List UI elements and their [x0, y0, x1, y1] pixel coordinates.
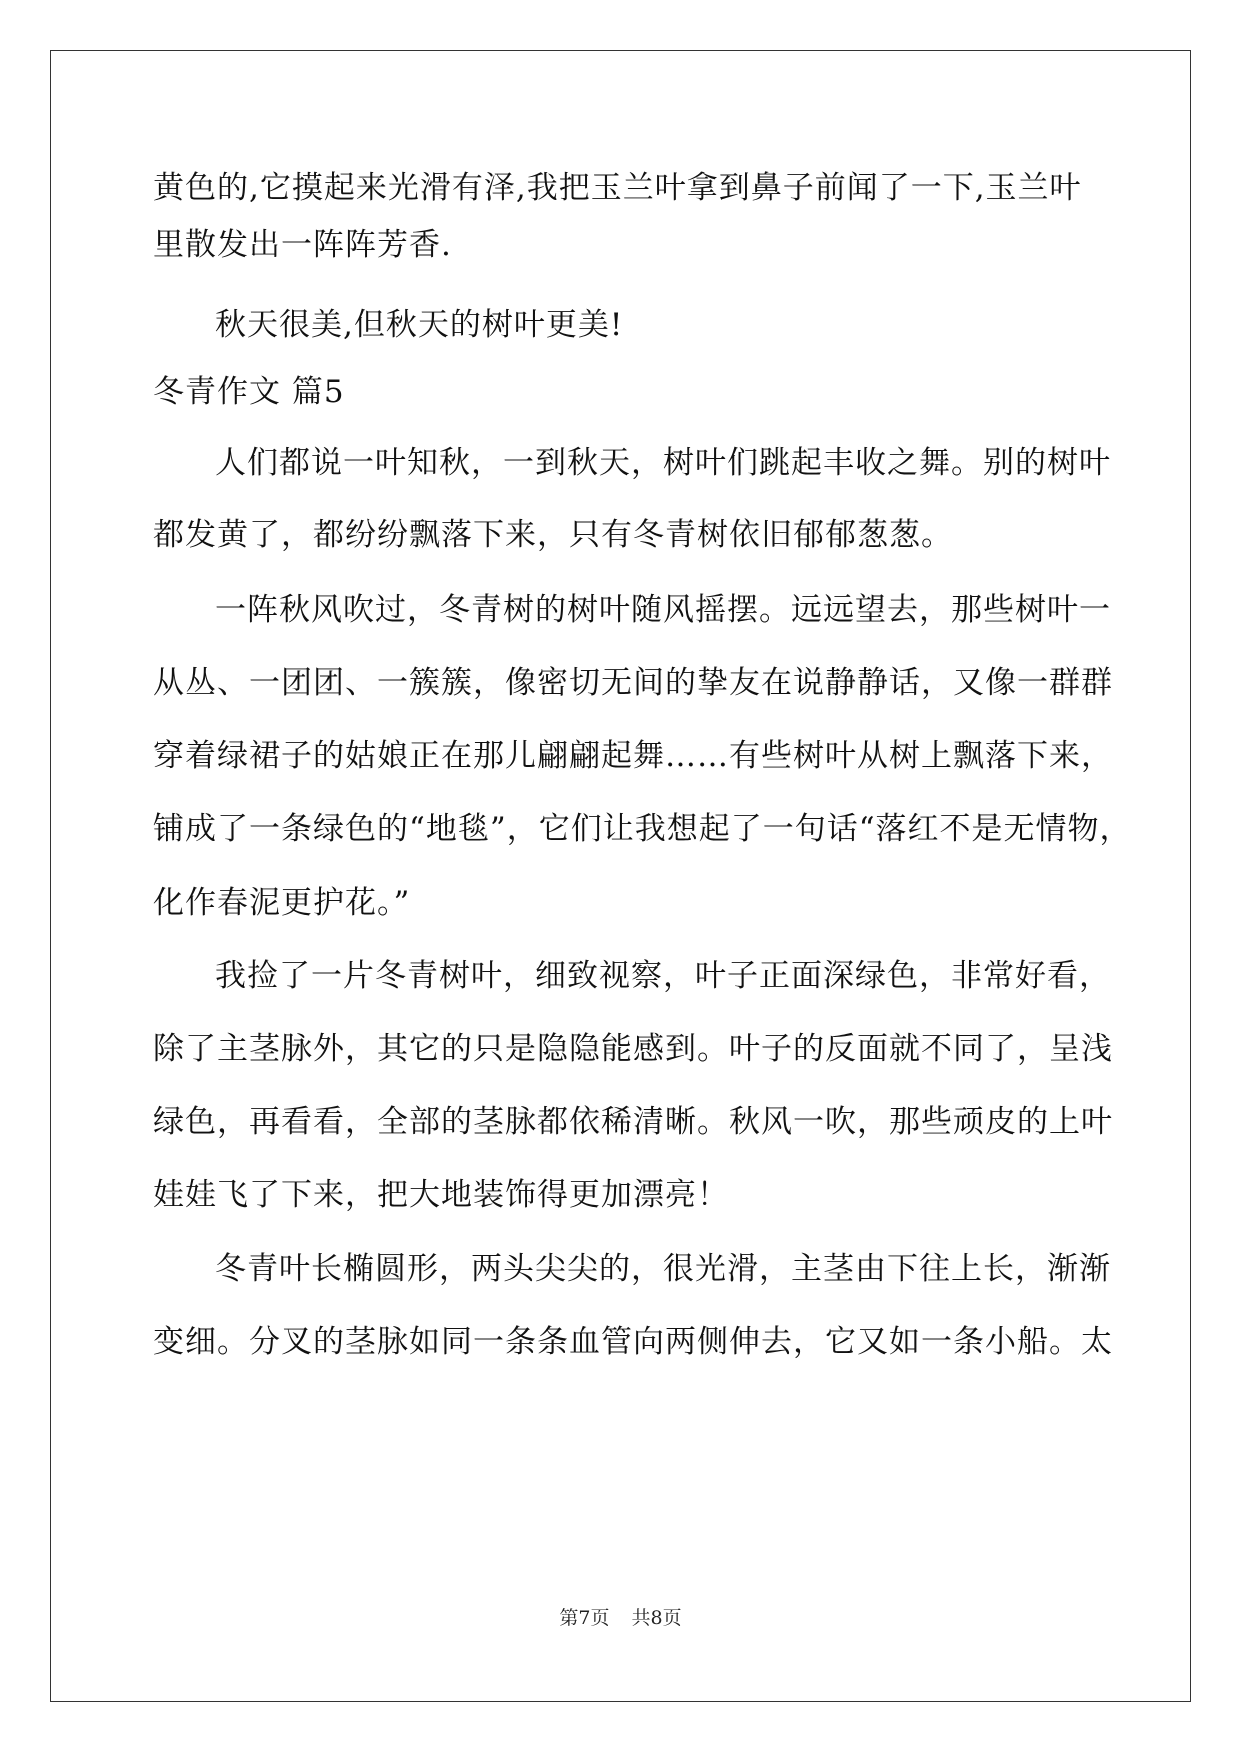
body-text-line: 穿着绿裙子的姑娘正在那儿翩翩起舞……有些树叶从树上飘落下来，	[153, 738, 1113, 774]
page-footer	[0, 1606, 1241, 1630]
page-frame	[50, 50, 1191, 1702]
section-heading: 冬青作文 篇5	[153, 374, 345, 410]
paragraph-line: 一阵秋风吹过，冬青树的树叶随风摇摆。远远望去，那些树叶一	[215, 592, 1111, 628]
body-text-line: 变细。分叉的茎脉如同一条条血管向两侧伸去，它又如一条小船。太	[153, 1324, 1113, 1360]
body-text-line: 从丛、一团团、一簇簇，像密切无间的挚友在说静静话，又像一群群	[153, 665, 1113, 701]
paragraph-line: 冬青叶长椭圆形，两头尖尖的，很光滑，主茎由下往上长，渐渐	[215, 1251, 1111, 1287]
body-text-line: 绿色，再看看，全部的茎脉都依稀清晰。秋风一吹，那些顽皮的上叶	[153, 1104, 1113, 1140]
body-text-line: 里散发出一阵阵芳香.	[153, 227, 452, 263]
body-text-line: 铺成了一条绿色的“地毯”，它们让我想起了一句话“落红不是无情物，	[153, 811, 1132, 847]
body-text-line: 娃娃飞了下来，把大地装饰得更加漂亮！	[153, 1177, 729, 1213]
body-text-line: 除了主茎脉外，其它的只是隐隐能感到。叶子的反面就不同了，呈浅	[153, 1031, 1113, 1067]
paragraph-line: 秋天很美,但秋天的树叶更美!	[215, 307, 624, 343]
paragraph-line: 我捡了一片冬青树叶，细致视察，叶子正面深绿色，非常好看，	[215, 958, 1111, 994]
body-text-line: 化作春泥更护花。”	[153, 885, 411, 921]
page-number-total: 共8页	[631, 1607, 682, 1629]
page-number-current: 第7页	[559, 1607, 610, 1629]
body-text-line: 黄色的,它摸起来光滑有泽,我把玉兰叶拿到鼻子前闻了一下,玉兰叶	[153, 170, 1082, 206]
paragraph-line: 人们都说一叶知秋，一到秋天，树叶们跳起丰收之舞。别的树叶	[215, 445, 1111, 481]
body-text-line: 都发黄了，都纷纷飘落下来，只有冬青树依旧郁郁葱葱。	[153, 517, 953, 553]
